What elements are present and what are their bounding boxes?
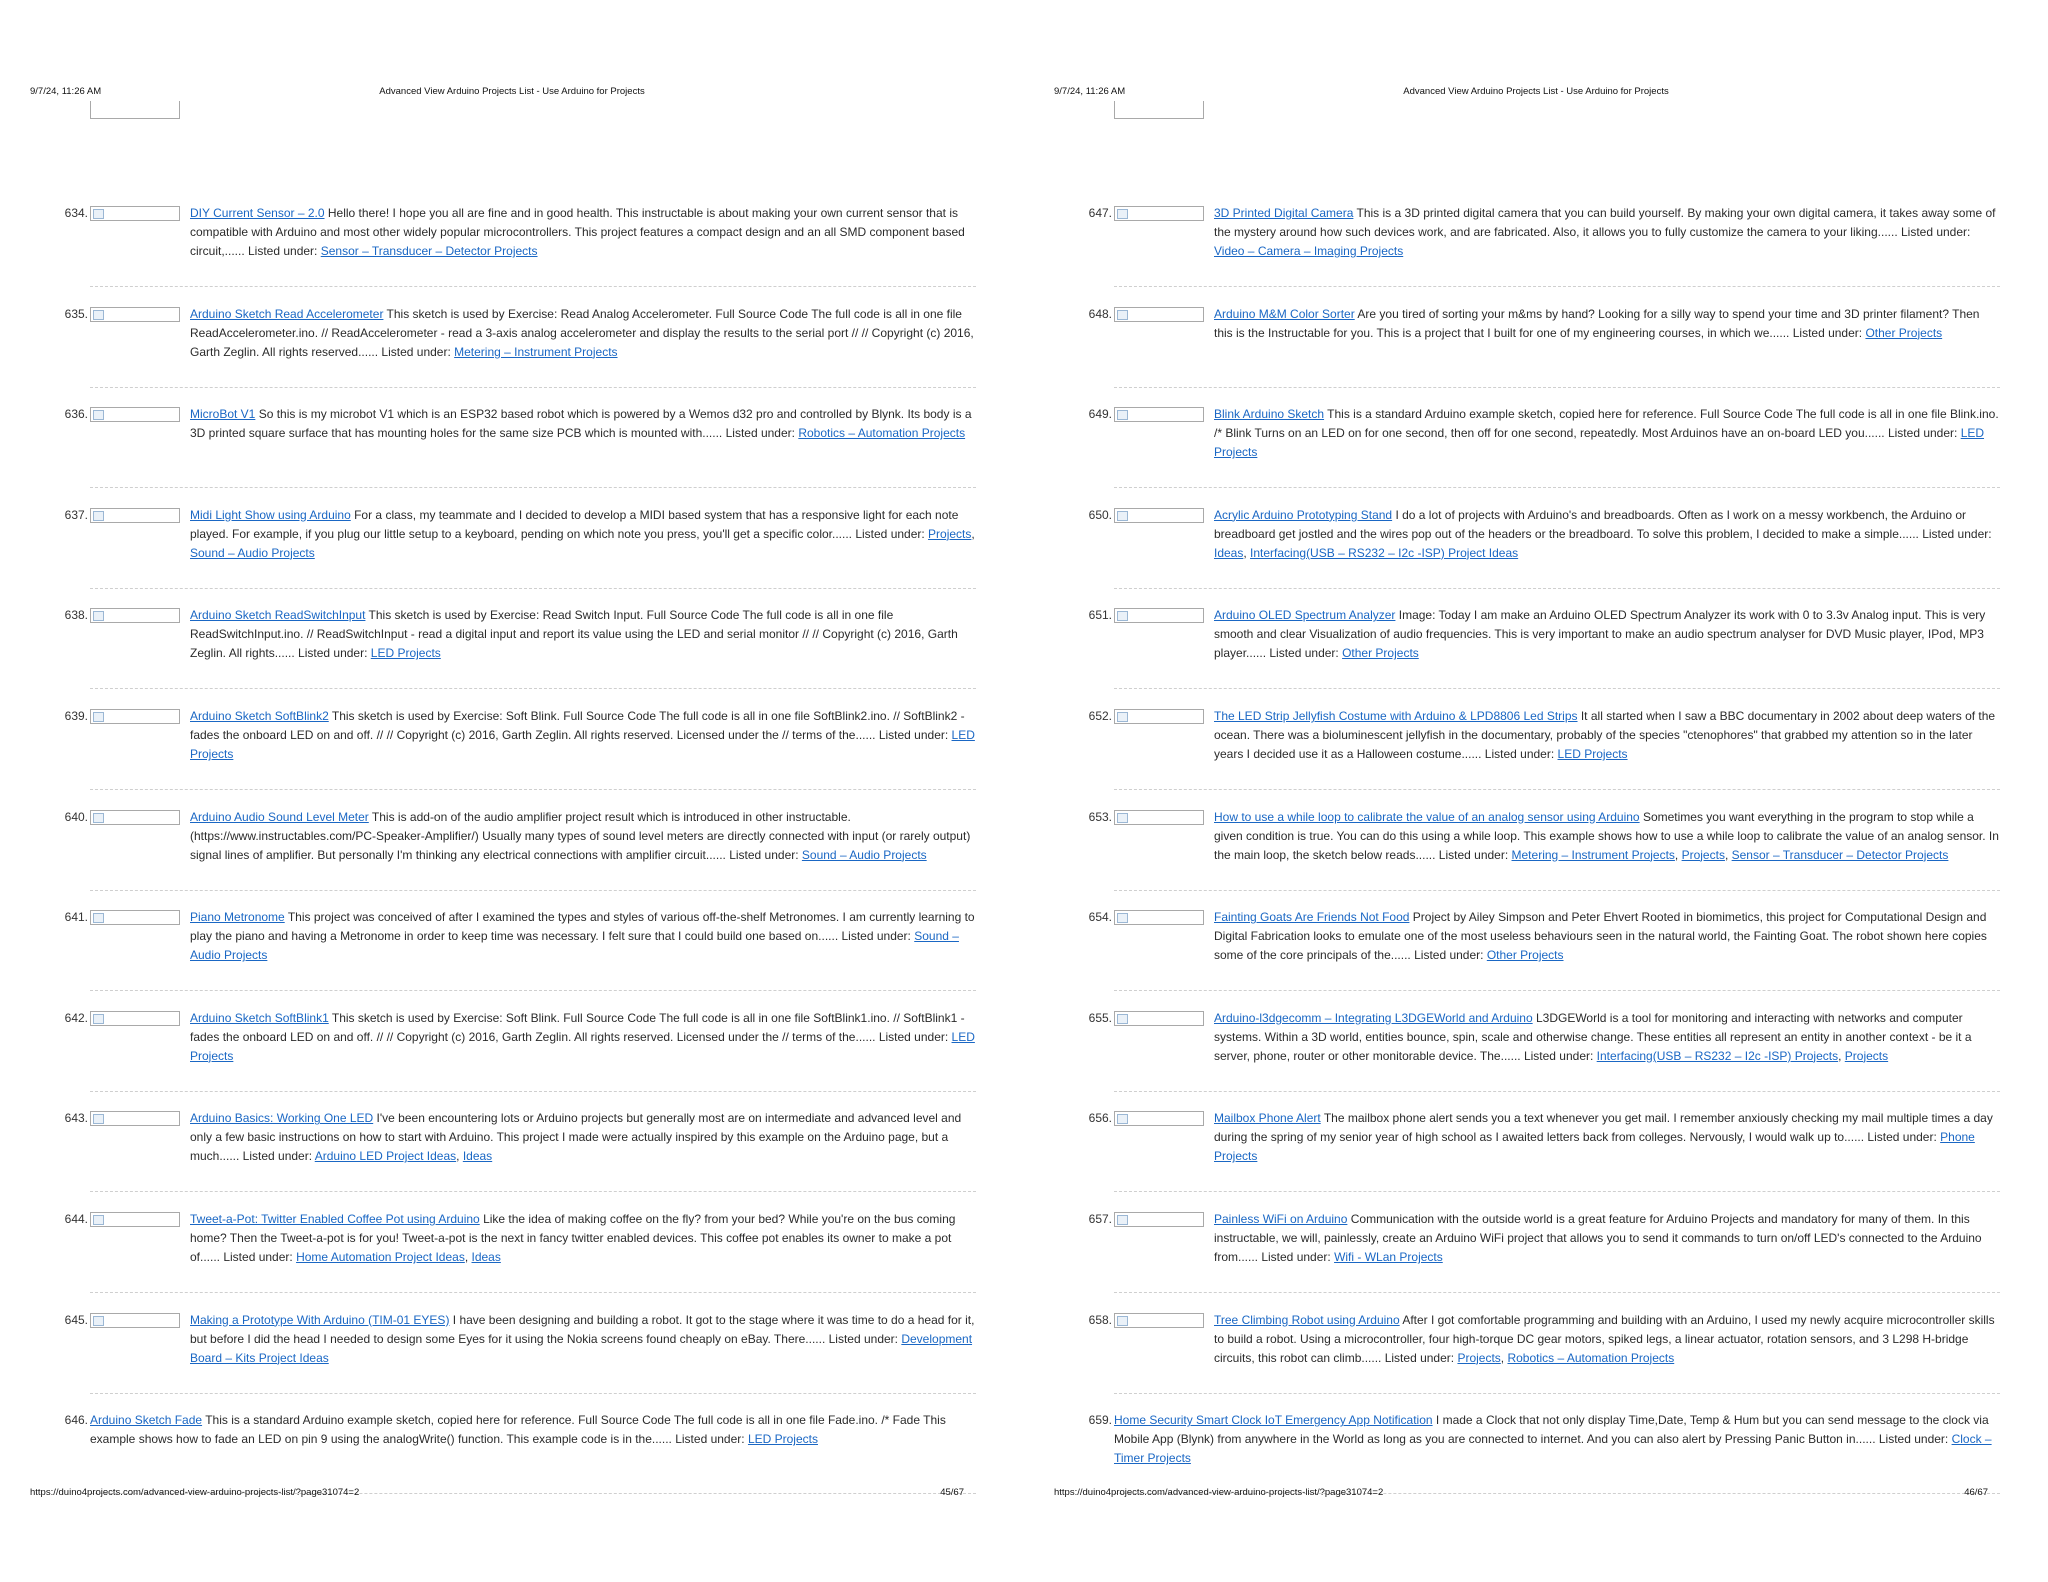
category-link[interactable]: Other Projects [1865, 325, 1943, 340]
entry-number: 637. [64, 507, 88, 522]
category-link[interactable]: Sound – Audio Projects [190, 545, 315, 560]
entry-text [90, 1411, 976, 1449]
project-title-link[interactable]: Arduino Basics: Working One LED [190, 1111, 374, 1126]
category-link[interactable]: Sensor – Transducer – Detector Projects [1731, 847, 1949, 862]
page-number: 46/67 [1964, 1487, 1988, 1498]
thumbnail-placeholder-icon [90, 1111, 180, 1126]
project-title-link[interactable]: 3D Printed Digital Camera [1214, 206, 1354, 220]
project-description: So this is my microbot V1 which is an ESP32 based robot which is powered by a Wemos d32 pro and controlled by Blynk. Its body is a 3D printed square surface that has mounting holes for the same size PCB which is mounted with...... Listed under: [190, 407, 972, 441]
entry-text: Midi Light Show using Arduino For a class, my teammate and I decided to develop a MIDI based system that has a responsive light for each note played. For example, if you plug our little setup to a keyboard, pending on which note you press, you'll get a specific color...... Listed under: Projects, Sound – Audio Projects [190, 507, 975, 560]
page-url: https://duino4projects.com/advanced-view-arduino-projects-list/?page31074=2 [30, 1487, 360, 1498]
thumbnail-placeholder-icon [1114, 508, 1204, 523]
thumbnail-placeholder-icon [1114, 709, 1204, 724]
category-link[interactable]: Other Projects [1342, 646, 1419, 661]
project-description: This is a standard Arduino example sketch, copied here for reference. Full Source Code The full code is all in one file Fade.ino. /* Fade This example shows how to fade an LED on pin 9 using the analogWrite() function. This example code is in the...... Listed under: [90, 1413, 946, 1447]
project-description: This is add-on of the audio amplifier project result which is introduced in other instructable. (https://www.instructables.com/PC-Speaker-Amplifier/) Usually many types of sound level meters are directly connected with input (or rarely output) signal lines of amplifier. But personally I'm thinking any electrical connections with amplifier circuit...... Listed under: [190, 809, 971, 862]
project-description: I have been designing and building a robot. It got to the stage where it was time to do a head for it, but before I did the head I needed to design some Eyes for it using the Nokia screens found cheaply on eBay. There...... Listed under: [190, 1312, 975, 1346]
entry-number: 634. [64, 206, 88, 220]
project-title-link[interactable]: How to use a while loop to calibrate the value of an analog sensor using Arduino [1214, 809, 1640, 824]
entry-text: How to use a while loop to calibrate the value of an analog sensor using Arduino Sometimes you want everything in the program to stop while a given condition is true. You can do this using a while loop. This example shows how to use a while loop to calibrate the value of an analog sensor. In the main loop, the sketch below reads...... Listed under: Metering – Instrument Projects, Projects, Sensor – Transducer – Detector Projects [1214, 809, 1999, 862]
thumbnail-placeholder-icon [90, 1011, 180, 1026]
project-description: Sometimes you want everything in the program to stop while a given condition is true. You can do this using a while loop. This example shows how to use a while loop to calibrate the value of an analog sensor. In the main loop, the sketch below reads...... Listed under: [1214, 809, 1999, 862]
category-link[interactable]: Sound – Audio Projects [190, 929, 959, 963]
project-title-link[interactable]: Blink Arduino Sketch [1214, 407, 1325, 422]
entry-text [190, 204, 976, 261]
entry-number: 640. [64, 809, 88, 824]
project-title-link[interactable]: Arduino Sketch Read Accelerometer [190, 306, 384, 321]
project-title-link[interactable]: Tweet-a-Pot: Twitter Enabled Coffee Pot using Arduino [190, 1212, 480, 1226]
category-link[interactable]: Projects [1681, 847, 1725, 862]
thumbnail-placeholder-icon [1114, 1111, 1204, 1126]
category-link[interactable]: LED Projects [370, 646, 441, 661]
project-title-link[interactable]: Home Security Smart Clock IoT Emergency App Notification [1114, 1413, 1433, 1428]
category-link[interactable]: Ideas [462, 1149, 493, 1164]
entry-number: 644. [64, 1212, 88, 1226]
category-link[interactable]: Development Board – Kits Project Ideas [190, 1331, 973, 1365]
category-link[interactable]: LED Projects [1214, 426, 1985, 460]
thumbnail-placeholder-icon [1114, 407, 1204, 422]
entry-number: 657. [1088, 1212, 1112, 1226]
page-number: 45/67 [940, 1487, 964, 1498]
project-description: Like the idea of making coffee on the fly? from your bed? While you're on the bus coming home? Then the Tweet-a-pot is for you! Tweet-a-pot is the next in fancy twitter enabled devices. This coffee pot enables its owner to make a pot of...... Listed under: [190, 1212, 956, 1264]
thumbnail-placeholder-icon [1114, 206, 1204, 221]
category-link[interactable]: LED Projects [190, 728, 975, 761]
category-link[interactable]: Sound – Audio Projects [801, 847, 927, 862]
pdf-page-right [1024, 0, 2048, 1582]
category-link[interactable]: LED Projects [747, 1432, 818, 1447]
entry-number: 643. [64, 1111, 88, 1126]
thumbnail-placeholder-icon [1114, 910, 1204, 925]
broken-image-icon [90, 101, 180, 119]
project-description: After I got comfortable programming and building with an Arduino, I used my newly acquire microcontroller skills to build a robot. Using a microcontroller, four high-torque DC gear motors, spiked legs, a linear actuator, rotation sensors, and 3 L298 H-bridge circuits, this robot can climb...... Listed under: [1214, 1312, 1995, 1365]
entry-number: 655. [1088, 1010, 1112, 1025]
entry-text [190, 707, 976, 764]
project-title-link[interactable]: Mailbox Phone Alert [1214, 1111, 1321, 1126]
thumbnail-placeholder-icon [1114, 1011, 1204, 1026]
thumbnail-placeholder-icon [90, 1313, 180, 1328]
category-link[interactable]: Ideas [471, 1250, 501, 1264]
project-title-link[interactable]: Arduino Sketch SoftBlink1 [190, 1010, 329, 1025]
entry-number: 641. [64, 910, 88, 925]
project-description: This sketch is used by Exercise: Read Analog Accelerometer. Full Source Code The full code is all in one file ReadAccelerometer.ino. // ReadAccelerometer - read a 3-axis analog accelerometer and display the results to the serial port // // Copyright (c) 2016, Garth Zeglin. All rights reserved...... Listed under: [190, 306, 974, 359]
category-link[interactable]: Home Automation Project Ideas [296, 1250, 465, 1264]
project-description: The mailbox phone alert sends you a text whenever you get mail. I remember anxiously checking my mail multiple times a day during the spring of my senior year of high school as I awaited letters back from colleges. Nervously, I would walk up to...... Listed under: [1214, 1111, 1993, 1145]
page-footer [30, 1487, 994, 1501]
thumbnail-placeholder-icon [90, 407, 180, 422]
entry-text [1214, 707, 2000, 764]
page-footer [1054, 1487, 2018, 1501]
project-description: This sketch is used by Exercise: Read Switch Input. Full Source Code The full code is all in one file ReadSwitchInput.ino. // ReadSwitchInput - read a digital input and report its value using the LED and serial monitor // // Copyright (c) 2016, Garth Zeglin. All rights...... Listed under: [190, 608, 958, 661]
category-link[interactable]: Robotics – Automation Projects [798, 426, 966, 441]
project-description: This is a 3D printed digital camera that you can build yourself. By making your own digital camera, it takes away some of the mystery around how such devices work, and are fabricated. Also, it allows you to fully customize the camera to your liking...... Listed under: [1214, 206, 1996, 239]
project-title-link[interactable]: Acrylic Arduino Prototyping Stand [1214, 507, 1393, 522]
category-link[interactable]: Interfacing(USB – RS232 – I2c -ISP) Projects [1596, 1048, 1839, 1063]
entry-number: 653. [1088, 809, 1112, 824]
thumbnail-placeholder-icon [1114, 1313, 1204, 1328]
page-header-title: Advanced View Arduino Projects List - Use Arduino for Projects [1403, 86, 1669, 97]
entry-number: 649. [1088, 407, 1112, 422]
entry-number: 648. [1088, 306, 1112, 321]
entry-text [1214, 1109, 2000, 1166]
entry-number: 636. [64, 407, 88, 422]
category-link[interactable]: Robotics – Automation Projects [1507, 1350, 1675, 1365]
entry-text: Tree Climbing Robot using Arduino After I got comfortable programming and building with an Arduino, I used my newly acquire microcontroller skills to build a robot. Using a microcontroller, four high-torque DC gear motors, spiked legs, a linear actuator, rotation sensors, and 3 L298 H-bridge circuits, this robot can climb...... Listed under: Projects, Robotics – Automation Projects [1214, 1312, 1995, 1365]
entry-text [1114, 1411, 2000, 1468]
category-link[interactable]: Projects [1457, 1350, 1501, 1365]
project-description: Project by Ailey Simpson and Peter Ehvert Rooted in biomimetics, this project for Computational Design and Digital Fabrication looks to emulate one of the most useless behaviours seen in the natural world, the Fainting Goat. The robot shown here copies some of the core principals of the...... Listed under: [1214, 910, 1987, 963]
thumbnail-placeholder-icon [90, 508, 180, 523]
entry-number: 654. [1088, 910, 1112, 925]
category-link[interactable]: Other Projects [1486, 948, 1564, 963]
category-link[interactable]: LED Projects [1557, 747, 1628, 761]
category-link[interactable]: Projects [1844, 1048, 1889, 1063]
entry-number: 651. [1088, 608, 1112, 623]
broken-image-icon [1114, 101, 1204, 119]
page-url: https://duino4projects.com/advanced-view-arduino-projects-list/?page31074=2 [1054, 1487, 1384, 1498]
thumbnail-placeholder-icon [90, 608, 180, 623]
entry-number: 635. [64, 306, 88, 321]
project-title-link[interactable]: The LED Strip Jellyfish Costume with Arduino & LPD8806 Led Strips [1214, 709, 1578, 723]
entry-text [1214, 1210, 2000, 1267]
entry-number: 659. [1088, 1413, 1112, 1428]
entry-text [190, 405, 976, 443]
entry-number: 639. [64, 709, 88, 723]
project-description: L3DGEWorld is a tool for monitoring and interacting with networks and computer systems. Within a 3D world, entities bounce, spin, scale and otherwise change. These entities all represent an entity in another context - be it a server, phone, router or other monitorable device. The...... Listed under: [1214, 1010, 1972, 1063]
project-title-link[interactable]: Arduino-l3dgecomm – Integrating L3DGEWorld and Arduino [1214, 1010, 1533, 1025]
project-title-link[interactable]: Arduino Audio Sound Level Meter [190, 809, 369, 824]
project-description: For a class, my teammate and I decided to develop a MIDI based system that has a responsive light for each note played. For example, if you plug our little setup to a keyboard, pending on which note you press, you'll get a specific color...... Listed under: [190, 507, 959, 541]
entry-text [1214, 305, 2000, 343]
project-description: I do a lot of projects with Arduino's and breadboards. Often as I work on a messy workbench, the Arduino or breadboard get jostled and the wires pop out of the headers or the breadboard. To solve this problem, I decided to make a simple...... Listed under: [1214, 507, 1992, 541]
entry-text [1214, 405, 2000, 462]
entry-text [1214, 606, 2000, 663]
category-link[interactable]: Wifi - WLan Projects [1334, 1250, 1443, 1264]
print-date: 9/7/24, 11:26 AM [1054, 86, 1126, 97]
category-link[interactable]: LED Projects [190, 1029, 975, 1063]
page-header-title: Advanced View Arduino Projects List - Use Arduino for Projects [379, 86, 645, 97]
entry-number: 642. [64, 1010, 88, 1025]
project-title-link[interactable]: Arduino OLED Spectrum Analyzer [1214, 608, 1396, 623]
entry-number: 656. [1088, 1111, 1112, 1126]
page-header [30, 86, 994, 100]
project-description: This project was conceived of after I examined the types and styles of various off-the-shelf Metronomes. I am currently learning to play the piano and having a Metronome in order to keep time was necessary. I felt sure that I could build one based on...... Listed under: [190, 910, 975, 944]
project-description: It all started when I saw a BBC documentary in 2002 about deep waters of the ocean. There was a bioluminescent jellyfish in the documentary, probably of the species "ctenophores" that grabbed my attention so in the later years I decided use it as a Halloween costume...... Listed under: [1214, 709, 1996, 761]
project-description: This is a standard Arduino example sketch, copied here for reference. Full Source Code The full code is all in one file Blink.ino. /* Blink Turns on an LED on for one second, then off for one second, repeatedly. Most Arduinos have an on-board LED you...... Listed under: [1214, 407, 1999, 441]
entry-text [190, 1311, 976, 1368]
project-description: Are you tired of sorting your m&ms by hand? Looking for a silly way to spend your time and 3D printer filament? Then this is the Instructable for you. This is a project that I built for one of my engineering courses, in which we...... Listed under: [1214, 306, 1980, 340]
thumbnail-placeholder-icon [1114, 307, 1204, 322]
project-title-link[interactable]: Arduino Sketch Fade [90, 1413, 203, 1428]
project-description: I've been encountering lots or Arduino projects but generally most are on intermediate and advanced level and only a few basic instructions on how to start with Arduino. This project I made were actually inspired by this example on the Arduino page, but a much...... Listed under: [190, 1111, 962, 1164]
thumbnail-placeholder-icon [1114, 1212, 1204, 1227]
project-title-link[interactable]: DIY Current Sensor – 2.0 [190, 206, 325, 220]
category-link[interactable]: Clock – Timer Projects [1114, 1432, 1992, 1466]
category-link[interactable]: Ideas [1214, 545, 1244, 560]
entry-number: 638. [64, 608, 88, 623]
entry-number: 650. [1088, 507, 1112, 522]
category-link[interactable]: Interfacing(USB – RS232 – I2c -ISP) Project Ideas [1250, 545, 1519, 560]
project-description: I made a Clock that not only display Time,Date, Temp & Hum but you can send message to the clock via Mobile App (Blynk) from anywhere in the World as long as you are connected to internet. And you can also alert by Pressing Panic Button in...... Listed under: [1114, 1413, 1989, 1447]
category-link[interactable]: Arduino LED Project Ideas [314, 1149, 457, 1164]
page-header [1054, 86, 2018, 100]
entry-number: 645. [64, 1312, 88, 1327]
category-link[interactable]: Projects [928, 526, 972, 541]
entry-text [1214, 204, 2000, 261]
entry-number: 646. [64, 1413, 88, 1428]
entry-text [190, 1009, 976, 1066]
project-description: Communication with the outside world is a great feature for Arduino Projects and mandatory for many of them. In this instructable, we will, painlessly, create an Arduino WiFi project that allows you to send it commands to turn on/off LED's connected to the Arduino from...... Listed under: [1214, 1212, 1982, 1264]
thumbnail-placeholder-icon [90, 709, 180, 724]
project-title-link[interactable]: Arduino Sketch SoftBlink2 [190, 709, 329, 723]
entry-text [190, 305, 976, 362]
entry-text [1214, 908, 2000, 965]
project-description: Image: Today I am make an Arduino OLED Spectrum Analyzer its work with 0 to 3.3v Analog input. This is very smooth and clear Visualization of audio frequencies. This is very important to make an audio spectrum analyser for DVD Music player, IPod, MP3 player...... Listed under: [1214, 608, 1986, 661]
project-description: This sketch is used by Exercise: Soft Blink. Full Source Code The full code is all in one file SoftBlink1.ino. // SoftBlink1 - fades the onboard LED on and off. // // Copyright (c) 2016, Garth Zeglin. All rights reserved. Licensed under the // terms of the...... Listed under: [190, 1010, 965, 1044]
project-title-link[interactable]: Arduino M&M Color Sorter [1214, 306, 1355, 321]
project-title-link[interactable]: Arduino Sketch ReadSwitchInput [190, 608, 366, 623]
entry-text: Arduino-l3dgecomm – Integrating L3DGEWorld and Arduino L3DGEWorld is a tool for monitoring and interacting with networks and computer systems. Within a 3D world, entities bounce, spin, scale and otherwise change. These entities all represent an entity in another context - be it a server, phone, router or other monitorable device. The...... Listed under: Interfacing(USB – RS232 – I2c -ISP) Projects, Projects [1214, 1010, 1972, 1063]
thumbnail-placeholder-icon [90, 307, 180, 322]
category-link[interactable]: Video – Camera – Imaging Projects [1214, 244, 1404, 258]
entry-text: Tweet-a-Pot: Twitter Enabled Coffee Pot using Arduino Like the idea of making coffee on the fly? from your bed? While you're on the bus coming home? Then the Tweet-a-pot is for you! Tweet-a-pot is the next in fancy twitter enabled devices. This coffee pot enables its owner to make a pot of...... Listed under: Home Automation Project Ideas, Ideas [190, 1212, 956, 1264]
project-title-link[interactable]: Fainting Goats Are Friends Not Food [1214, 910, 1410, 925]
thumbnail-placeholder-icon [90, 910, 180, 925]
thumbnail-placeholder-icon [90, 810, 180, 825]
category-link[interactable]: Sensor – Transducer – Detector Projects [320, 244, 538, 258]
thumbnail-placeholder-icon [90, 206, 180, 221]
project-title-link[interactable]: Painless WiFi on Arduino [1214, 1212, 1348, 1226]
entry-text: Arduino Basics: Working One LED I've been encountering lots or Arduino projects but generally most are on intermediate and advanced level and only a few basic instructions on how to start with Arduino. This project I made were actually inspired by this example on the Arduino page, but a much...... Listed under: Arduino LED Project Ideas, Ideas [190, 1111, 962, 1164]
category-link[interactable]: Phone Projects [1214, 1130, 1975, 1164]
entry-text [190, 908, 976, 965]
category-link[interactable]: Metering – Instrument Projects [454, 344, 618, 359]
entry-number: 647. [1088, 206, 1112, 220]
entry-text [190, 808, 976, 865]
entry-text [190, 606, 976, 663]
project-title-link[interactable]: Tree Climbing Robot using Arduino [1214, 1312, 1400, 1327]
project-title-link[interactable]: Making a Prototype With Arduino (TIM-01 EYES) [190, 1312, 450, 1327]
project-description: Hello there! I hope you all are fine and in good health. This instructable is about making your own current sensor that is compatible with Arduino and most other widely popular microcontrollers. This project features a compact design and an all SMD component based circuit,...... Listed under: [190, 206, 965, 258]
entry-text: Acrylic Arduino Prototyping Stand I do a lot of projects with Arduino's and breadboards. Often as I work on a messy workbench, the Arduino or breadboard get jostled and the wires pop out of the headers or the breadboard. To solve this problem, I decided to make a simple...... Listed under: Ideas, Interfacing(USB – RS232 – I2c -ISP) Project Ideas [1214, 507, 1992, 560]
project-description: This sketch is used by Exercise: Soft Blink. Full Source Code The full code is all in one file SoftBlink2.ino. // SoftBlink2 - fades the onboard LED on and off. // // Copyright (c) 2016, Garth Zeglin. All rights reserved. Licensed under the // terms of the...... Listed under: [190, 709, 965, 742]
thumbnail-placeholder-icon [1114, 608, 1204, 623]
entry-number: 652. [1088, 709, 1112, 723]
project-title-link[interactable]: Piano Metronome [190, 910, 285, 925]
entry-number: 658. [1088, 1312, 1112, 1327]
category-link[interactable]: Metering – Instrument Projects [1511, 847, 1675, 862]
print-date: 9/7/24, 11:26 AM [30, 86, 102, 97]
thumbnail-placeholder-icon [1114, 810, 1204, 825]
project-title-link[interactable]: MicroBot V1 [190, 407, 256, 422]
project-title-link[interactable]: Midi Light Show using Arduino [190, 507, 351, 522]
thumbnail-placeholder-icon [90, 1212, 180, 1227]
